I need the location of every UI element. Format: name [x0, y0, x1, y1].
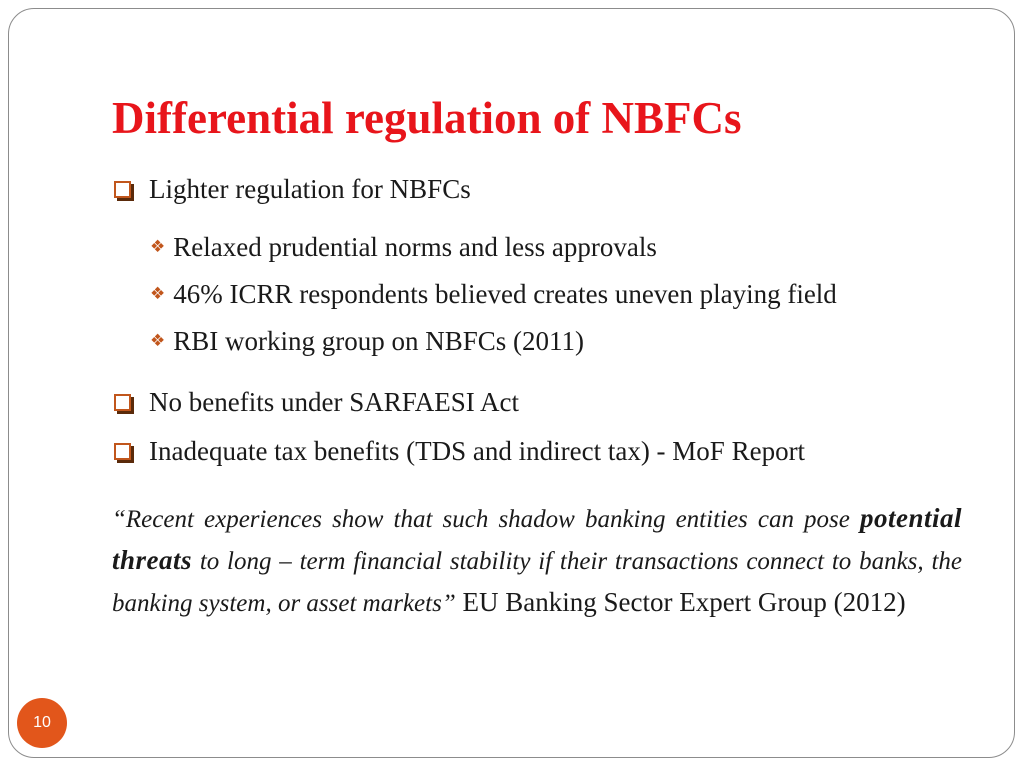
four-diamond-bullet-icon: ❖	[150, 284, 166, 304]
subbullet-text: 46% ICRR respondents believed creates uneven playing field	[173, 278, 837, 309]
quote-text-part2: to long – term financial stability if their transactions connect to banks, the banking system, or asset markets”	[112, 548, 962, 617]
quote-block	[112, 498, 962, 624]
subbullet-icrr-respondents	[150, 277, 837, 311]
subbullet-rbi-working-group	[150, 324, 584, 358]
bullet-text: Inadequate tax benefits (TDS and indirect tax) - MoF Report	[149, 435, 806, 466]
four-diamond-bullet-icon: ❖	[150, 237, 166, 257]
quote-text-part1: “Recent experiences show that such shadow banking entities can pose	[112, 506, 860, 533]
bullet-lighter-regulation	[114, 172, 471, 206]
subbullet-text: Relaxed prudential norms and less approvals	[173, 231, 657, 262]
four-diamond-bullet-icon: ❖	[150, 331, 166, 351]
bullet-tax-benefits	[114, 434, 805, 468]
bullet-text: No benefits under SARFAESI Act	[149, 386, 519, 417]
bullet-sarfaesi	[114, 385, 519, 419]
square-box-bullet-icon	[114, 394, 131, 411]
quote-emphasis: potential threats	[112, 503, 962, 575]
square-box-bullet-icon	[114, 181, 131, 198]
page-number-badge: 10	[17, 698, 67, 748]
quote-source: EU Banking Sector Expert Group (2012)	[455, 587, 906, 617]
slide-title: Differential regulation of NBFCs	[112, 93, 742, 143]
subbullet-text: RBI working group on NBFCs (2011)	[173, 325, 585, 356]
subbullet-relaxed-norms	[150, 230, 657, 264]
square-box-bullet-icon	[114, 443, 131, 460]
bullet-text: Lighter regulation for NBFCs	[149, 173, 471, 204]
